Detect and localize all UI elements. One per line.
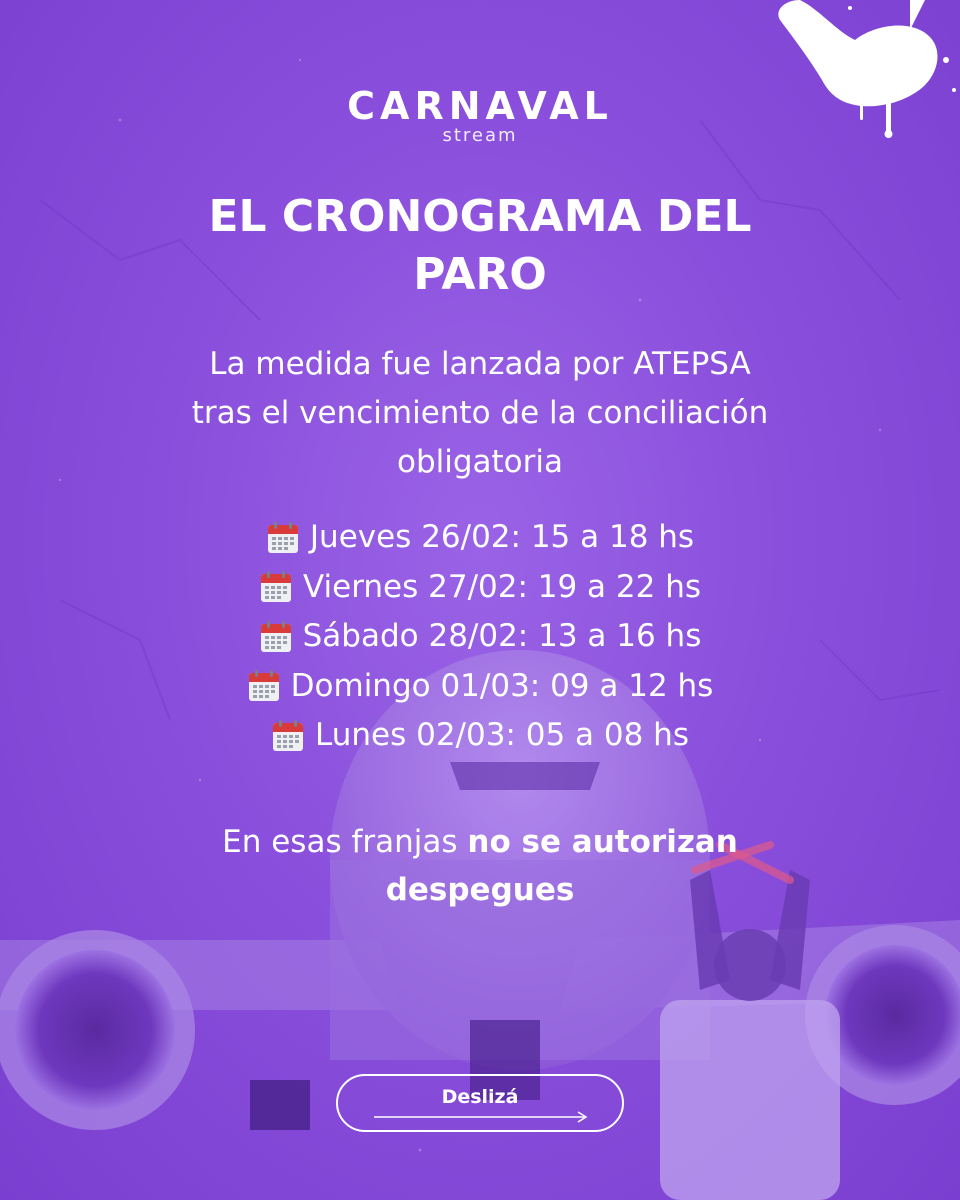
- subtitle-line: La medida fue lanzada por ATEPSA: [209, 346, 751, 382]
- swipe-label: Deslizá: [441, 1086, 519, 1108]
- schedule-item: [80, 612, 880, 662]
- schedule-list: [80, 513, 880, 761]
- swipe-button[interactable]: [336, 1074, 624, 1132]
- calendar-icon: [259, 620, 293, 654]
- brand-logo: [0, 86, 960, 146]
- calendar-icon: [259, 570, 293, 604]
- schedule-text: Sábado 28/02: 13 a 16 hs: [302, 618, 702, 654]
- schedule-item: [80, 513, 880, 563]
- note-bold: no se autorizan: [467, 824, 738, 860]
- brand-name: CARNAVAL: [347, 84, 613, 128]
- calendar-icon: [247, 669, 281, 703]
- note-line: [80, 866, 880, 914]
- subtitle-line: tras el vencimiento de la conciliación: [191, 395, 769, 431]
- schedule-text: Jueves 26/02: 15 a 18 hs: [309, 519, 695, 555]
- title-line: EL CRONOGRAMA DEL: [208, 191, 752, 242]
- subtitle: [70, 340, 890, 487]
- restriction-note: [80, 818, 880, 914]
- subtitle-line: obligatoria: [396, 444, 564, 480]
- schedule-text: Viernes 27/02: 19 a 22 hs: [302, 568, 702, 605]
- schedule-item: [80, 662, 880, 712]
- note-prefix: En esas franjas: [222, 824, 468, 860]
- title-line: PARO: [413, 249, 547, 300]
- note-bold: despegues: [385, 872, 575, 908]
- calendar-icon: [271, 719, 305, 753]
- schedule-text: Domingo 01/03: 09 a 12 hs: [290, 667, 714, 704]
- schedule-text: Lunes 02/03: 05 a 08 hs: [315, 717, 689, 753]
- calendar-icon: [266, 521, 300, 555]
- page-title: [80, 188, 880, 304]
- schedule-item: [80, 711, 880, 761]
- brand-tagline: stream: [442, 125, 518, 146]
- arrow-right-icon: [372, 1110, 594, 1124]
- schedule-item: [80, 563, 880, 613]
- note-line: [80, 818, 880, 866]
